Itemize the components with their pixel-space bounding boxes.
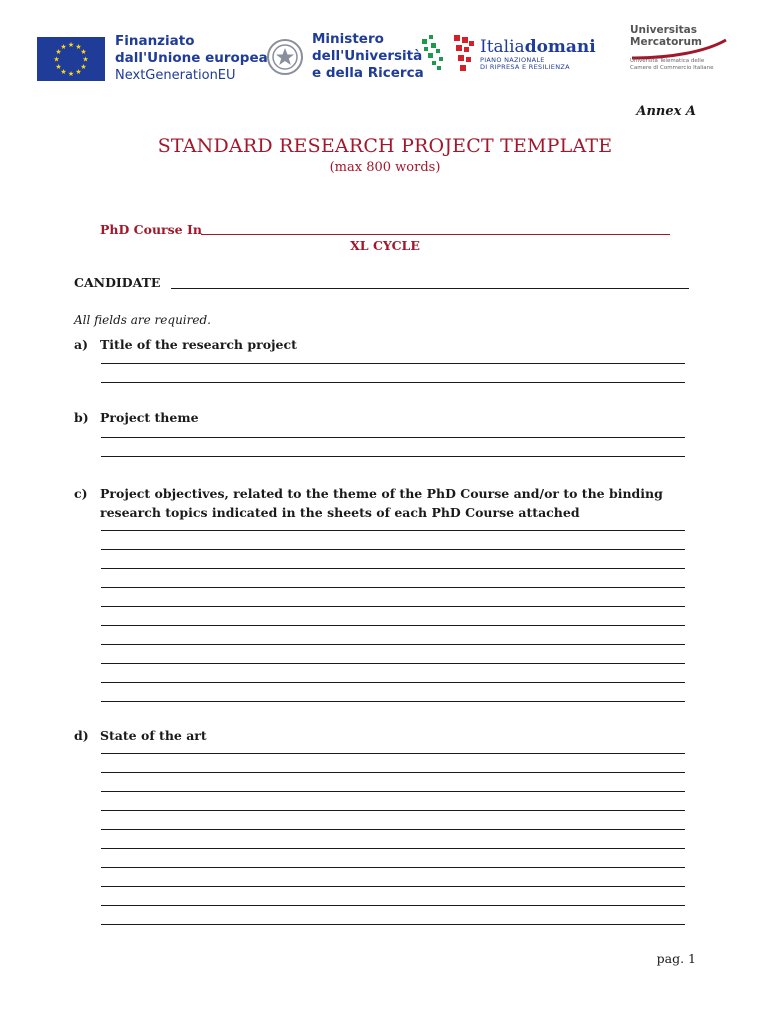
svg-text:★: ★ (60, 42, 67, 51)
question-text: Project theme (100, 410, 199, 425)
question-item (74, 484, 694, 522)
phd-course-label: PhD Course In (100, 222, 202, 237)
svg-text:★: ★ (80, 62, 87, 71)
answer-line[interactable] (101, 682, 685, 683)
ministry-line1: Ministero (312, 31, 384, 47)
ministry-line3: e della Ricerca (312, 65, 424, 81)
annex-label: Annex A (636, 104, 696, 119)
svg-text:★: ★ (67, 40, 75, 49)
answer-line[interactable] (101, 549, 685, 550)
answer-line[interactable] (101, 568, 685, 569)
page-number: pag. 1 (656, 951, 696, 966)
answer-line[interactable] (101, 924, 685, 925)
eu-logo (37, 33, 268, 84)
swoosh-icon (630, 38, 730, 60)
answer-line[interactable] (101, 886, 685, 887)
question-item (74, 726, 694, 745)
answer-line[interactable] (101, 772, 685, 773)
italiadomani-logo (420, 33, 596, 75)
question-key: b) (74, 410, 89, 425)
eu-line1: Finanziato (115, 33, 195, 49)
svg-text:★: ★ (82, 55, 89, 63)
answer-line[interactable] (101, 791, 685, 792)
question-item (74, 335, 694, 354)
eu-line3: NextGenerationEU (115, 68, 236, 83)
svg-text:★: ★ (53, 55, 60, 63)
question-text: Title of the research project (100, 337, 297, 352)
answer-line[interactable] (101, 437, 685, 438)
answer-line[interactable] (101, 382, 685, 383)
answer-line[interactable] (101, 753, 685, 754)
cycle-label: XL CYCLE (350, 238, 420, 253)
svg-text:★: ★ (60, 67, 67, 76)
answer-line[interactable] (101, 829, 685, 830)
university-line2: Mercatorum (630, 36, 702, 48)
answer-line[interactable] (101, 905, 685, 906)
answer-line[interactable] (101, 663, 685, 664)
page-title: STANDARD RESEARCH PROJECT TEMPLATE (157, 135, 613, 157)
university-sub2: Camere di Commercio Italiane (630, 64, 714, 71)
question-item (74, 408, 694, 427)
page-subtitle: (max 800 words) (329, 160, 441, 175)
question-key: d) (74, 728, 89, 743)
candidate-label: CANDIDATE (74, 275, 161, 290)
svg-text:★: ★ (80, 47, 87, 56)
svg-text:★: ★ (75, 42, 82, 51)
answer-line[interactable] (101, 701, 685, 702)
answer-line[interactable] (101, 625, 685, 626)
phd-course-field[interactable] (201, 234, 670, 235)
answer-line[interactable] (101, 810, 685, 811)
university-logo (630, 24, 730, 80)
svg-text:★: ★ (55, 47, 62, 56)
emblem-icon (266, 35, 304, 79)
eu-line2: dall'Unione europea (115, 50, 268, 66)
university-sub1: Università Telematica delle (630, 58, 705, 64)
pixel-flag-icon (420, 33, 478, 75)
answer-line[interactable] (101, 848, 685, 849)
required-note: All fields are required. (74, 313, 211, 327)
question-text: State of the art (100, 728, 207, 743)
svg-text:★: ★ (67, 69, 75, 78)
answer-line[interactable] (101, 587, 685, 588)
answer-line[interactable] (101, 363, 685, 364)
answer-line[interactable] (101, 867, 685, 868)
candidate-field[interactable] (171, 288, 689, 289)
italia-sub1: PIANO NAZIONALE (480, 56, 545, 64)
svg-text:★: ★ (75, 67, 82, 76)
answer-line[interactable] (101, 606, 685, 607)
italia-part2: domani (524, 37, 596, 57)
header-logos (0, 0, 770, 100)
answer-line[interactable] (101, 530, 685, 531)
question-key: a) (74, 337, 89, 352)
answer-line[interactable] (101, 644, 685, 645)
eu-flag-icon (37, 37, 105, 81)
ministry-logo (266, 31, 424, 82)
italia-part1: Italia (480, 37, 525, 57)
ministry-line2: dell'Università (312, 48, 423, 64)
question-key: c) (74, 486, 88, 501)
svg-text:★: ★ (55, 62, 62, 71)
answer-line[interactable] (101, 456, 685, 457)
italia-sub2: DI RIPRESA E RESILIENZA (480, 63, 570, 71)
university-line1: Universitas (630, 24, 697, 36)
question-text: Project objectives, related to the theme of the PhD Course and/or to the binding research topics indicated in the sheets of each PhD Course attached (100, 486, 663, 520)
